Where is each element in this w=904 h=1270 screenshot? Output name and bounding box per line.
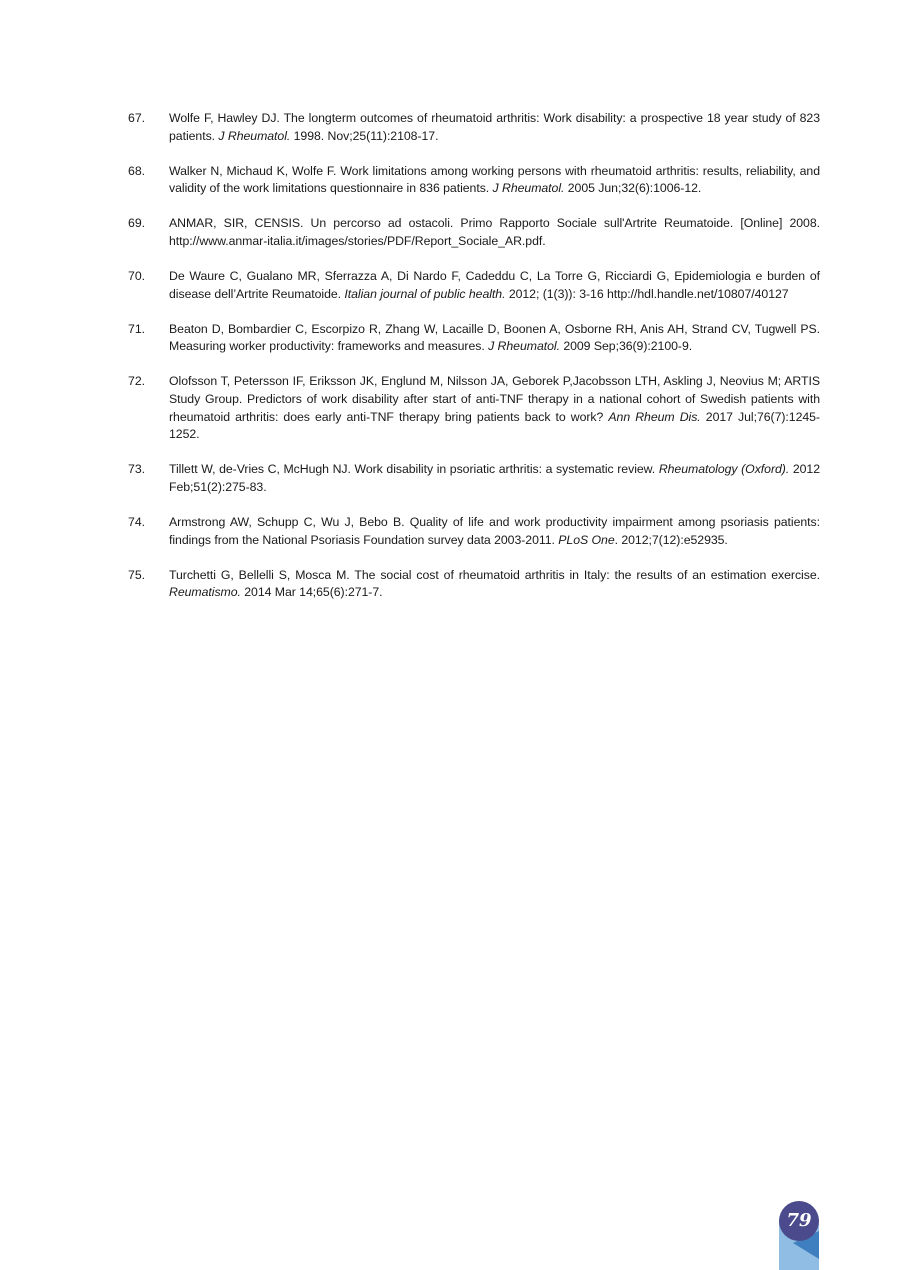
reference-fragment: Beaton D, Bombardier C, Escorpizo R, Zhang W, Lacaille D, Boonen A, Osborne RH, Anis AH, Strand CV, Tugwell PS. Measuring worker productivity: frameworks and measures. [169, 321, 820, 354]
reference-fragment: Armstrong AW, Schupp C, Wu J, Bebo B. Quality of life and work productivity impairment among psoriasis patients: findings from the National Psoriasis Foundation survey data 2003-2011. [169, 515, 820, 547]
reference-item [128, 514, 820, 549]
reference-number: 67. [128, 111, 146, 125]
reference-text [169, 321, 820, 356]
reference-item [128, 215, 820, 250]
reference-fragment: Olofsson T, Petersson IF, Eriksson JK, Englund M, Nilsson JA, Geborek P,Jacobsson LTH, Askling J, Neovius M; ARTIS Study Group. Predictors of work disability after start of anti-TNF therapy in a national cohort of Swedish patients with rheumatoid arthritis: does early anti-TNF therapy bring patients back to work? [169, 374, 820, 424]
journal-title: Italian journal of public health. [344, 286, 506, 301]
reference-fragment: 2009 Sep;36(9):2100-9. [559, 339, 693, 354]
reference-number: 73. [128, 462, 146, 477]
reference-list [128, 110, 820, 619]
journal-title: Rheumatology (Oxford). [658, 462, 790, 477]
journal-title: PLoS One [558, 532, 615, 547]
page-number: 79 [786, 1210, 812, 1231]
reference-fragment: Wolfe F, Hawley DJ. The longterm outcomes of rheumatoid arthritis: Work disability: a prospective 18 year study of 823 patients. [169, 111, 820, 143]
reference-fragment: ANMAR, SIR, CENSIS. Un percorso ad ostacoli. Primo Rapporto Sociale sull'Artrite Reumatoide. [Online] 2008. http://www.anmar-italia.it/images/stories/PDF/Report_Sociale_AR.pdf. [169, 216, 820, 248]
reference-item [128, 567, 820, 602]
reference-fragment: Turchetti G, Bellelli S, Mosca M. The social cost of rheumatoid arthritis in Italy: the results of an estimation exercise. [169, 567, 820, 582]
reference-number: 72. [128, 374, 146, 389]
reference-number: 68. [128, 163, 146, 178]
reference-text [169, 373, 820, 443]
reference-item [128, 321, 820, 356]
reference-item [128, 110, 820, 145]
reference-fragment: Tillett W, de-Vries C, McHugh NJ. Work disability in psoriatic arthritis: a systematic review. [169, 462, 659, 477]
reference-text [169, 514, 820, 549]
reference-fragment: 2012; (1(3)): 3-16 http://hdl.handle.net/10807/40127 [505, 286, 789, 301]
reference-text [169, 163, 820, 198]
journal-title: Reumatismo. [169, 585, 241, 600]
reference-fragment: 2012 Feb;51(2):275-83. [169, 462, 820, 494]
journal-title: J Rheumatol. [488, 339, 560, 354]
reference-item [128, 268, 820, 303]
page-number-badge [779, 1201, 819, 1270]
reference-fragment: Walker N, Michaud K, Wolfe F. Work limitations among working persons with rheumatoid arthritis: results, reliability, and validity of the work limitations questionnaire in 836 patients. [169, 163, 820, 196]
reference-number: 71. [128, 321, 146, 336]
journal-title: Ann Rheum Dis. [608, 409, 701, 424]
reference-fragment: 2005 Jun;32(6):1006-12. [564, 181, 702, 196]
reference-fragment: . 2012;7(12):e52935. [614, 532, 728, 547]
reference-fragment: 2014 Mar 14;65(6):271-7. [240, 585, 383, 600]
reference-text [169, 110, 820, 145]
reference-fragment: De Waure C, Gualano MR, Sferrazza A, Di Nardo F, Cadeddu C, La Torre G, Ricciardi G, Epidemiologia e burden of disease dell’Artrite Reumatoide. [169, 269, 820, 301]
reference-number: 69. [128, 216, 146, 231]
reference-number: 70. [128, 269, 146, 284]
reference-fragment: 1998. Nov;25(11):2108-17. [290, 128, 439, 143]
journal-title: J Rheumatol. [492, 181, 565, 196]
reference-text [169, 461, 820, 496]
reference-fragment: 2017 Jul;76(7):1245-1252. [169, 409, 820, 442]
reference-item [128, 461, 820, 496]
reference-item [128, 163, 820, 198]
reference-number: 75. [128, 567, 146, 582]
reference-text [169, 215, 820, 250]
reference-text [169, 567, 820, 602]
reference-number: 74. [128, 515, 146, 529]
reference-item [128, 373, 820, 443]
journal-title: J Rheumatol. [218, 128, 291, 143]
reference-text [169, 268, 820, 303]
